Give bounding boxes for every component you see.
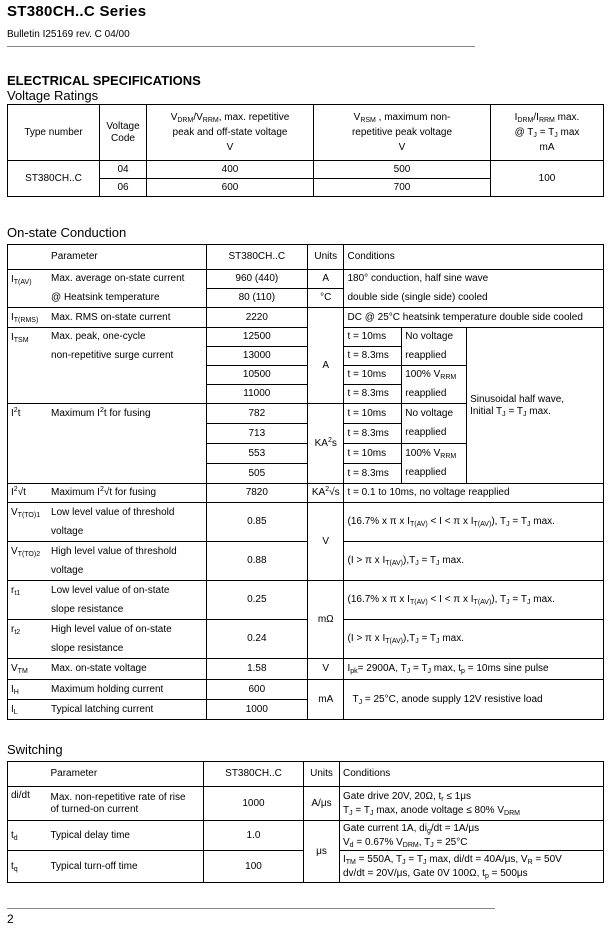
vdrm-value: 600	[147, 179, 314, 197]
param-desc: @ Heatsink temperature	[48, 289, 206, 308]
sym-vtm: $V_{TM}$	[8, 659, 49, 680]
value: 505	[206, 464, 307, 484]
time-cond: t = 8.3ms	[344, 347, 402, 366]
time-cond: t = 10ms	[344, 404, 402, 424]
unit: °C	[308, 289, 344, 308]
condition: $I_{pk}= 2900A$, $T_J = T_J$ max, $t_p = 10ms$ sine pulse	[344, 659, 604, 680]
value: 1000	[204, 787, 304, 821]
param-desc: High level value of threshold voltage	[48, 542, 206, 581]
type-cell: ST380CH..C	[8, 161, 100, 197]
table-row	[8, 503, 604, 542]
voltage-cond: reapplied	[402, 464, 467, 484]
voltage-cond: 100% $V_{RRM}$	[402, 366, 467, 385]
vrsm-value: 500	[314, 161, 491, 179]
param-desc: non-repetitive surge current	[48, 347, 206, 366]
hdr-units: Units	[304, 762, 340, 787]
unit: mΩ	[308, 581, 344, 659]
electrical-specifications-heading: ELECTRICAL SPECIFICATIONS	[7, 73, 201, 88]
blank	[48, 385, 206, 404]
unit: A/μs	[304, 787, 340, 821]
table-row	[8, 161, 604, 179]
value: 100	[204, 851, 304, 883]
on-state-table	[7, 244, 604, 720]
unit: $KA^2√s$	[308, 484, 344, 503]
condition: 180° conduction, half sine wave	[344, 270, 604, 289]
on-state-heading: On-state Conduction	[7, 225, 127, 240]
param-desc: Max. RMS on-state current	[48, 308, 206, 328]
table-row	[8, 328, 604, 347]
condition: (16.7% x π x $I_{T(AV)} < I < \pi$ x $I_{T(AV)}$), $T_J = T_J$ max.	[344, 581, 604, 620]
table-row	[8, 308, 604, 328]
voltage-code: 06	[100, 179, 147, 197]
value: 1.58	[206, 659, 307, 680]
table-row	[8, 270, 604, 289]
unit: V	[308, 503, 344, 581]
voltage-cond: No voltage	[402, 328, 467, 347]
table-row	[8, 542, 604, 581]
value: 11000	[206, 385, 307, 404]
param-desc: Typical delay time	[48, 821, 204, 851]
value: 0.24	[206, 620, 307, 659]
voltage-cond: 100% $V_{RRM}$	[402, 444, 467, 464]
table-row	[8, 289, 604, 308]
time-cond: t = 10ms	[344, 328, 402, 347]
header-divider	[7, 46, 475, 47]
value: 0.88	[206, 542, 307, 581]
switching-table	[7, 761, 604, 883]
value: 553	[206, 444, 307, 464]
hdr-units: Units	[308, 245, 344, 270]
param-desc: High level value of on-state slope resistance	[48, 620, 206, 659]
time-cond: t = 10ms	[344, 366, 402, 385]
hdr-conditions: Conditions	[340, 762, 604, 787]
col-voltage-code: Voltage Code	[100, 105, 147, 161]
sym-rt1: $r_{t1}$	[8, 581, 49, 620]
page-number: 2	[7, 912, 14, 926]
sym-td: $t_d$	[8, 821, 48, 851]
condition: (I > π x $I_{T(AV)}),T_J = T_J$ max.	[344, 542, 604, 581]
blank	[48, 366, 206, 385]
hdr-blank	[8, 762, 48, 787]
value: 80 (110)	[206, 289, 307, 308]
value: 13000	[206, 347, 307, 366]
table-row	[8, 484, 604, 503]
table-row	[8, 581, 604, 620]
param-desc: Maximum $I^2√t$ for fusing	[48, 484, 206, 503]
condition: (I > π x $I_{T(AV)}),T_J = T_J$ max.	[344, 620, 604, 659]
condition: DC @ 25°C heatsink temperature double side cooled	[344, 308, 604, 328]
value: 0.85	[206, 503, 307, 542]
sym-tq: $t_q$	[8, 851, 48, 883]
value: 713	[206, 424, 307, 444]
bulletin-info: Bulletin I25169 rev. C 04/00	[7, 29, 130, 40]
sym-itrms: $I_{T(RMS)}$	[8, 308, 49, 328]
param-desc: Typical latching current	[48, 700, 206, 720]
value: 782	[206, 404, 307, 424]
footer-divider	[7, 908, 495, 909]
col-type-number: Type number	[8, 105, 100, 161]
condition: double side (single side) cooled	[344, 289, 604, 308]
sym-itsm: $I_{TSM}$	[8, 328, 49, 404]
sym-rt2: $r_{t2}$	[8, 620, 49, 659]
idrm-value: 100	[491, 161, 604, 197]
sinus-cond: Sinusoidal half wave, Initial $T_J = T_J$ max.	[467, 328, 604, 484]
voltage-ratings-table	[7, 104, 604, 197]
voltage-code: 04	[100, 161, 147, 179]
value: 10500	[206, 366, 307, 385]
param-desc: Max. peak, one-cycle	[48, 328, 206, 347]
blank	[48, 444, 206, 464]
unit: μs	[304, 821, 340, 883]
param-desc: Low level value of threshold voltage	[48, 503, 206, 542]
sym-vt1: $V_{T(TO)1}$	[8, 503, 49, 542]
time-cond: t = 8.3ms	[344, 385, 402, 404]
condition: t = 0.1 to 10ms, no voltage reapplied	[344, 484, 604, 503]
condition: Gate current 1A, $di_g/dt = 1A/\mu s$ $V_d = 0.67\%$ $V_{DRM}$, $T_J = 25^\circ C$	[340, 821, 604, 851]
unit: $KA^2s$	[308, 404, 344, 484]
table-row	[8, 821, 604, 851]
sym-itav: $I_{T(AV)}$	[8, 270, 49, 308]
hdr-blank	[8, 245, 49, 270]
value: 2220	[206, 308, 307, 328]
value: 1000	[206, 700, 307, 720]
value: 960 (440)	[206, 270, 307, 289]
condition: Gate drive 20V, 20Ω, $t_r \le 1\mu s$ $T_J = T_J$ max, anode voltage ≤ 80% $V_{DRM}$	[340, 787, 604, 821]
col-vrsm: $V_{RSM}$ , maximum non- repetitive peak voltage V	[314, 105, 491, 161]
hdr-part: ST380CH..C	[206, 245, 307, 270]
param-desc: Low level value of on-state slope resistance	[48, 581, 206, 620]
condition: $T_J = 25^\circ C$, anode supply 12V resistive load	[344, 680, 604, 720]
table-row	[8, 680, 604, 700]
hdr-part: ST380CH..C	[204, 762, 304, 787]
blank	[48, 424, 206, 444]
unit: mA	[308, 680, 344, 720]
time-cond: t = 8.3ms	[344, 424, 402, 444]
voltage-ratings-heading: Voltage Ratings	[7, 88, 99, 103]
param-desc: Maximum holding current	[48, 680, 206, 700]
param-desc: Max. average on-state current	[48, 270, 206, 289]
sym-i2rt: $I^2√t$	[8, 484, 49, 503]
voltage-cond: No voltage	[402, 404, 467, 424]
time-cond: t = 8.3ms	[344, 464, 402, 484]
vrsm-value: 700	[314, 179, 491, 197]
col-idrm: $I_{DRM}/I_{RRM}$ max. @ $T_J = T_J$ max mA	[491, 105, 604, 161]
sym-vt2: $V_{T(TO)2}$	[8, 542, 49, 581]
table-row	[8, 659, 604, 680]
condition: $I_{TM} = 550A$, $T_J = T_J$ max, di/dt = 40A/μs, $V_R = 50V$ dv/dt = 20V/μs, Gate 0V 100Ω, $t_p = 500\mu s$	[340, 851, 604, 883]
value: 12500	[206, 328, 307, 347]
value: 0.25	[206, 581, 307, 620]
param-desc: Max. on-state voltage	[48, 659, 206, 680]
voltage-cond: reapplied	[402, 385, 467, 404]
sym-ih: $I_H$	[8, 680, 49, 700]
table-row	[8, 620, 604, 659]
switching-heading: Switching	[7, 742, 63, 757]
condition: (16.7% x π x $I_{T(AV)} < I < \pi$ x $I_{T(AV)}$), $T_J = T_J$ max.	[344, 503, 604, 542]
voltage-cond: reapplied	[402, 347, 467, 366]
unit: A	[308, 270, 344, 289]
value: 1.0	[204, 821, 304, 851]
blank	[48, 464, 206, 484]
value: 600	[206, 680, 307, 700]
unit: V	[308, 659, 344, 680]
sym-il: $I_L$	[8, 700, 49, 720]
value: 7820	[206, 484, 307, 503]
time-cond: t = 10ms	[344, 444, 402, 464]
unit: A	[308, 308, 344, 404]
param-desc: Maximum $I^2t$ for fusing	[48, 404, 206, 424]
hdr-parameter: Parameter	[48, 245, 206, 270]
vdrm-value: 400	[147, 161, 314, 179]
table-row	[8, 787, 604, 821]
hdr-parameter: Parameter	[48, 762, 204, 787]
param-desc: Max. non-repetitive rate of rise of turned-on current	[48, 787, 204, 821]
series-title: ST380CH..C Series	[7, 3, 147, 20]
voltage-cond: reapplied	[402, 424, 467, 444]
param-desc: Typical turn-off time	[48, 851, 204, 883]
sym-didt: di/dt	[8, 787, 48, 821]
col-vdrm: $V_{DRM}/V_{RRM}$, max. repetitive peak and off-state voltage V	[147, 105, 314, 161]
sym-i2t: $I^2t$	[8, 404, 49, 484]
hdr-conditions: Conditions	[344, 245, 604, 270]
